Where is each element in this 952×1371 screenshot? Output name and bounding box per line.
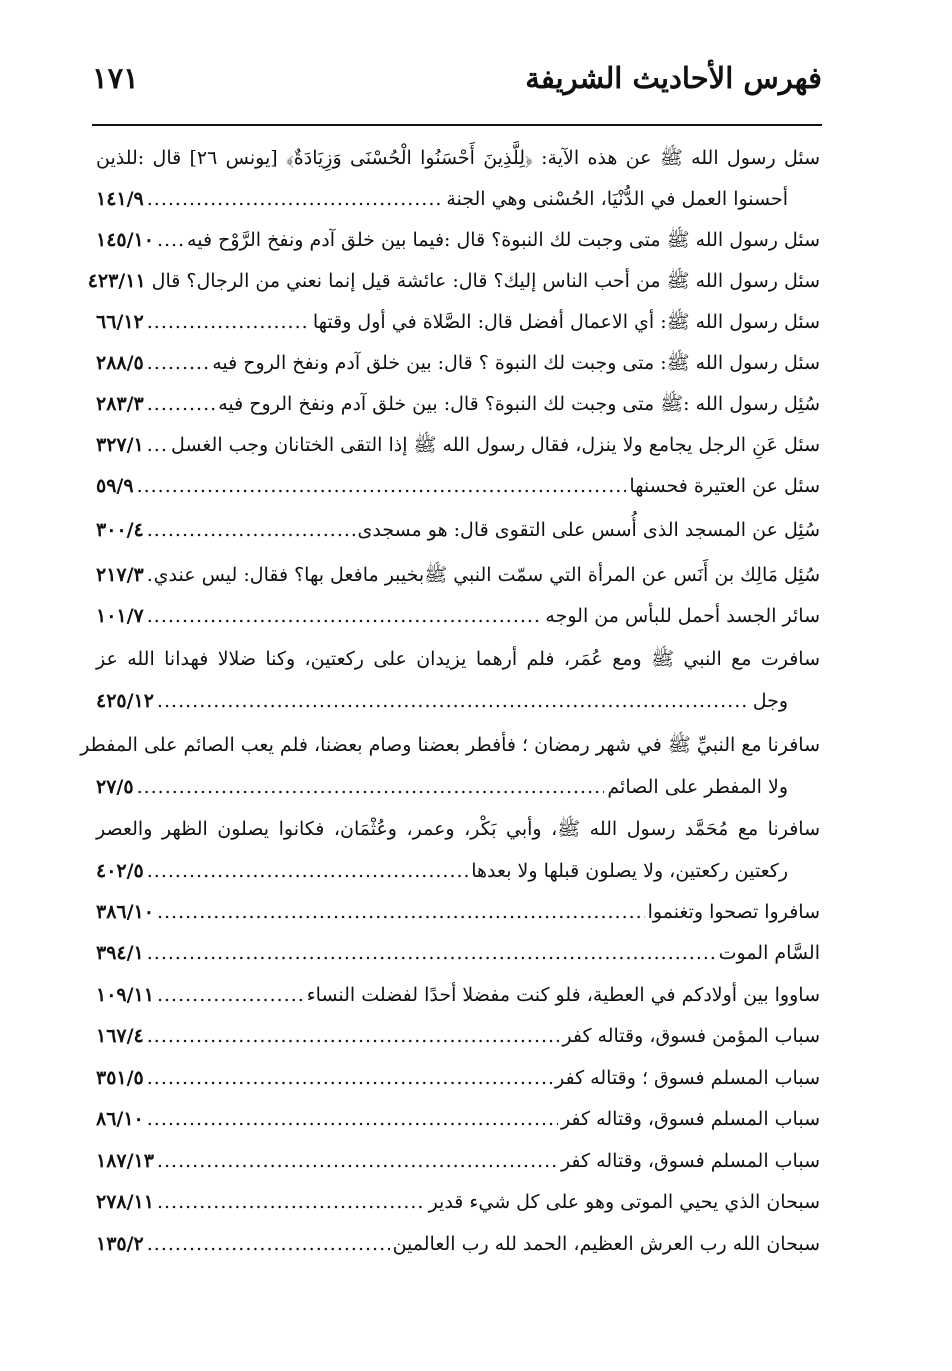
index-entry-line bbox=[96, 601, 820, 631]
leader-dots bbox=[147, 1063, 552, 1093]
entry-text: سئل رسول الله ﷺ عن هذه الآية: ﴿لِلَّذِينَ أَحْسَنُوا الْحُسْنَى وَزِيَادَةٌ﴾ [يونس ٢٦] قال :للذين bbox=[96, 147, 821, 169]
index-entry-line bbox=[96, 856, 788, 886]
index-entry-line bbox=[96, 1104, 820, 1134]
entry-reference: ٦٦/١٢ bbox=[96, 311, 144, 333]
entry-text: سئل عَنِ الرجل يجامع ولا ينزل، فقال رسول الله ﷺ إذا التقى الختانان وجب الغسل bbox=[171, 434, 820, 456]
leader-dots bbox=[147, 938, 716, 968]
entry-text: سافروا تصحوا وتغنموا bbox=[647, 901, 820, 923]
entry-reference: ٣٢٧/١ bbox=[96, 434, 144, 456]
entry-text: سئل رسول الله ﷺ متى وجبت لك النبوة؟ قال :فيما بين خلق آدم ونفخ الرَّوْح فيه bbox=[187, 229, 820, 251]
header-rule bbox=[92, 124, 822, 126]
index-entry-line bbox=[96, 225, 820, 255]
leader-dots bbox=[147, 184, 444, 214]
index-entry-line bbox=[96, 644, 820, 674]
index-entry-line bbox=[96, 1021, 820, 1051]
index-entry-line bbox=[96, 1187, 820, 1217]
index-entry-line bbox=[96, 471, 820, 501]
entry-reference: ١٠٩/١١ bbox=[96, 984, 154, 1006]
page-header bbox=[92, 55, 822, 105]
index-entry-line bbox=[96, 307, 820, 337]
entry-text: سئل رسول الله ﷺ: متى وجبت لك النبوة ؟ قال: بين خلق آدم ونفخ الروح فيه bbox=[212, 352, 820, 374]
entry-text: سُئِل عن المسجد الذى أُسس على التقوى قال: هو مسجدى bbox=[357, 519, 820, 541]
entry-reference: ٥٩/٩ bbox=[96, 475, 134, 497]
index-entry-line bbox=[96, 814, 820, 844]
leader-dots bbox=[147, 1021, 560, 1051]
leader-dots bbox=[147, 560, 151, 590]
entry-text: سباب المسلم فسوق، وقتاله كفر bbox=[560, 1108, 820, 1130]
entry-reference: ٢٧٨/١١ bbox=[96, 1191, 154, 1213]
entry-reference: ٢١٧/٣ bbox=[96, 564, 144, 586]
leader-dots bbox=[147, 307, 310, 337]
index-entry-line bbox=[96, 1063, 820, 1093]
index-entry-line bbox=[96, 980, 820, 1010]
leader-dots bbox=[147, 601, 543, 631]
entry-text: ولا المفطر على الصائم bbox=[607, 776, 788, 798]
entry-reference: ١٣٥/٢ bbox=[96, 1233, 144, 1255]
entry-text: ركعتين ركعتين، ولا يصلون قبلها ولا بعدها bbox=[471, 860, 788, 882]
entry-text: سافرنا مع مُحَمَّد رسول الله ﷺ، وأبي بَكْر، وعمر، وعُثْمَان، فكانوا يصلون الظهر والعصر bbox=[96, 818, 820, 840]
entry-text: سُئِل مَالِك بن أَنَس عن المرأة التي سمّت النبي ﷺبخيبر مافعل بها؟ فقال: ليس عندي bbox=[153, 564, 820, 586]
entry-reference: ١٤٥/١٠ bbox=[96, 229, 154, 251]
page-title: فهرس الأحاديث الشريفة bbox=[525, 61, 822, 95]
entry-reference: ٣٨٦/١٠ bbox=[96, 901, 154, 923]
index-entry-line bbox=[96, 1229, 820, 1259]
entry-reference: ١٨٧/١٣ bbox=[96, 1150, 154, 1172]
entry-reference: ٤٢٣/١١ bbox=[87, 270, 146, 292]
entry-reference: ٢٨٨/٥ bbox=[96, 352, 144, 374]
leader-dots bbox=[157, 686, 750, 716]
entry-reference: ١٠١/٧ bbox=[96, 605, 144, 627]
index-entry-line bbox=[96, 560, 820, 590]
entry-reference: ٣٩٤/١ bbox=[96, 942, 144, 964]
index-entry-line bbox=[96, 686, 788, 716]
entry-text: سائر الجسد أحمل للبأس من الوجه bbox=[545, 605, 820, 627]
entry-text: السَّام الموت bbox=[718, 942, 820, 964]
leader-dots bbox=[157, 980, 304, 1010]
entry-text: سئل رسول الله ﷺ: أي الاعمال أفضل قال: الصَّلاة في أول وقتها bbox=[312, 311, 820, 333]
index-entry-line bbox=[80, 730, 820, 760]
entry-text: سافرت مع النبي ﷺ ومع عُمَر، فلم أرهما يزيدان على ركعتين، وكنا ضلالا فهدانا الله عز bbox=[96, 648, 820, 670]
leader-dots bbox=[157, 225, 184, 255]
entry-text: سئل عن العتيرة فحسنها bbox=[629, 475, 820, 497]
entry-text: سباب المؤمن فسوق، وقتاله كفر bbox=[562, 1025, 820, 1047]
leader-dots bbox=[147, 1229, 390, 1259]
leader-dots bbox=[147, 1104, 558, 1134]
entry-text: سبحان الذي يحيي الموتى وهو على كل شيء قدير bbox=[428, 1191, 820, 1213]
entry-text: سبحان الله رب العرش العظيم، الحمد لله رب العالمين bbox=[392, 1233, 820, 1255]
entry-text: سُئِل رسول الله :ﷺ متى وجبت لك النبوة؟ قال: بين خلق آدم ونفخ الروح فيه bbox=[218, 393, 820, 415]
leader-dots bbox=[147, 430, 168, 460]
index-entry-line bbox=[96, 184, 788, 214]
entry-text: سباب المسلم فسوق ؛ وقتاله كفر bbox=[555, 1067, 820, 1089]
index-entry-line bbox=[96, 515, 820, 545]
leader-dots bbox=[147, 348, 209, 378]
entry-reference: ٨٦/١٠ bbox=[96, 1108, 144, 1130]
leader-dots bbox=[137, 471, 627, 501]
index-entry-line bbox=[96, 772, 788, 802]
index-entry-line bbox=[96, 897, 820, 927]
entry-reference: ١٤١/٩ bbox=[96, 188, 144, 210]
index-entry-line bbox=[96, 430, 820, 460]
entry-text: ساووا بين أولادكم في العطية، فلو كنت مفضلا أحدًا لفضلت النساء bbox=[306, 984, 820, 1006]
entry-text: سباب المسلم فسوق، وقتاله كفر bbox=[560, 1150, 820, 1172]
entry-reference: ٤٢٥/١٢ bbox=[96, 690, 154, 712]
leader-dots bbox=[147, 389, 215, 419]
index-entry-line bbox=[96, 938, 820, 968]
index-entry-line bbox=[96, 389, 820, 419]
entry-reference: ١٦٧/٤ bbox=[96, 1025, 144, 1047]
leader-dots bbox=[137, 772, 605, 802]
entry-reference: ٢٧/٥ bbox=[96, 776, 134, 798]
index-entry-line bbox=[96, 348, 820, 378]
entry-text: سئل رسول الله ﷺ من أحب الناس إليك؟ قال: عائشة قيل إنما نعني من الرجال؟ قال bbox=[151, 270, 820, 292]
entry-reference: ٣٥١/٥ bbox=[96, 1067, 144, 1089]
entry-reference: ٣٠٠/٤ bbox=[96, 519, 144, 541]
entry-text: سافرنا مع النبيِّ ﷺ في شهر رمضان ؛ فأفطر بعضنا وصام بعضنا، فلم يعب الصائم على المفطر bbox=[80, 734, 820, 756]
page-number: ١٧١ bbox=[92, 61, 139, 95]
leader-dots bbox=[157, 897, 645, 927]
index-entry-line bbox=[87, 266, 820, 296]
leader-dots bbox=[147, 856, 468, 886]
entry-text: وجل bbox=[752, 690, 788, 712]
entry-reference: ٢٨٣/٣ bbox=[96, 393, 144, 415]
index-entry-line bbox=[96, 143, 820, 173]
entry-reference: ٤٠٢/٥ bbox=[96, 860, 144, 882]
leader-dots bbox=[157, 1187, 426, 1217]
entry-text: أحسنوا العمل في الدُّنْيَا، الحُسْنى وهي الجنة bbox=[446, 188, 788, 210]
leader-dots bbox=[157, 1146, 558, 1176]
leader-dots bbox=[147, 515, 355, 545]
index-entry-line bbox=[96, 1146, 820, 1176]
